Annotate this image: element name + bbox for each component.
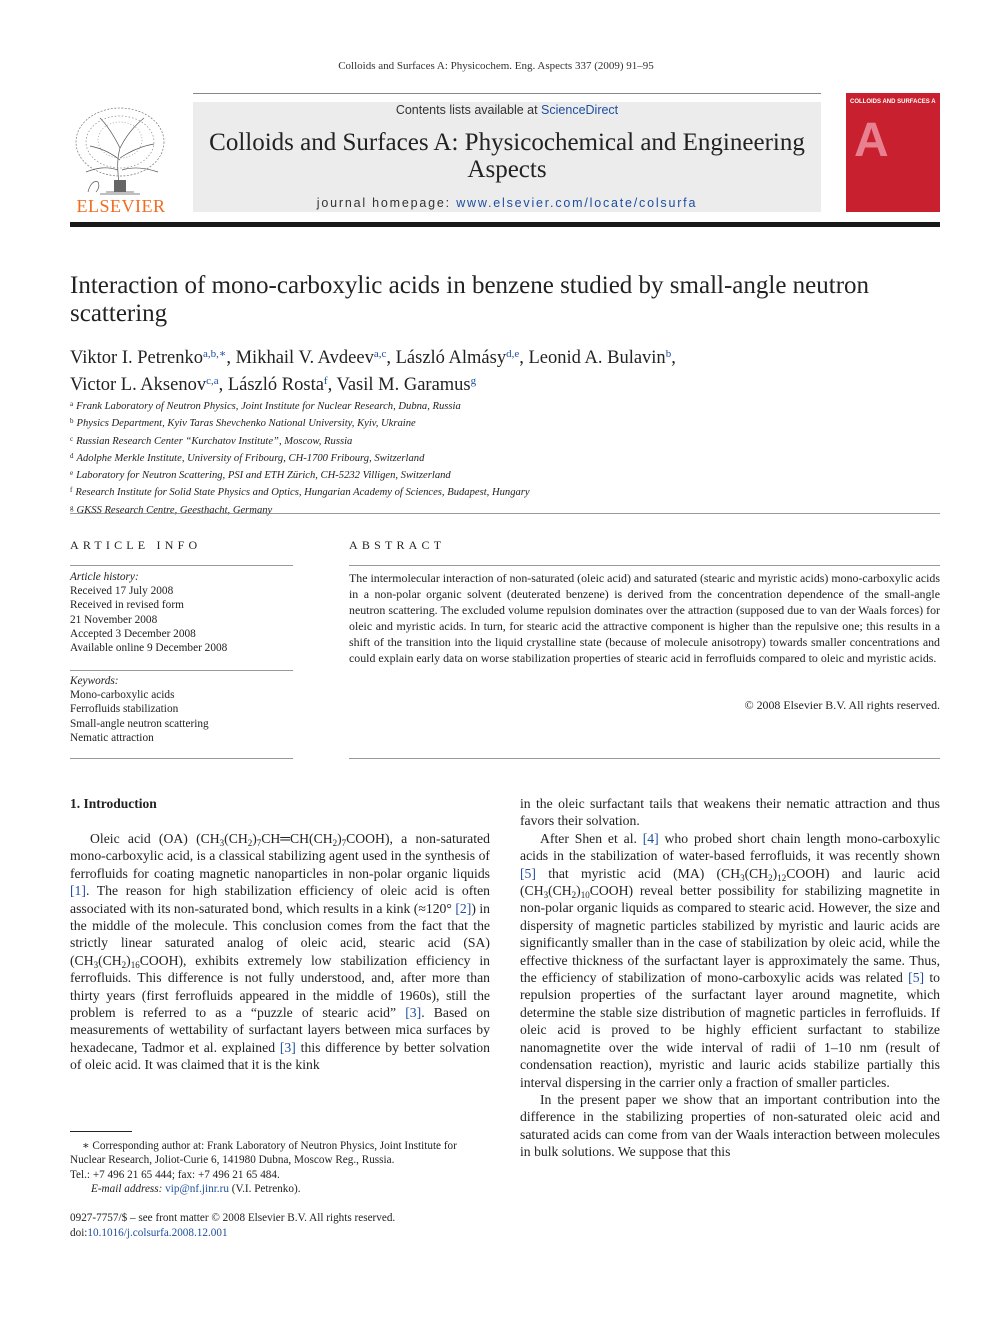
history-item: Received 17 July 2008 — [70, 585, 174, 598]
author-name: Mikhail V. Avdeev — [235, 348, 374, 368]
elsevier-wordmark: ELSEVIER — [76, 196, 166, 216]
text-run: ) — [337, 831, 342, 846]
reference-link[interactable]: [1] — [70, 883, 86, 899]
subscript: 3 — [219, 838, 225, 848]
author-separator: , — [519, 348, 529, 368]
text-run: to repulsion properties of the surfactant layer around magnetite, which determine the stable size distribution of magnetic particles in ferrofluids. If oleic acid is proved to be highly efficient surfactant to stabilize nanomagnetite over the wide interval of radii of 1–10 nm (result of condensation reaction), myristic and lauric acids stabilize partially this interval dispersing in the carrier only a fraction of smaller particles. — [520, 970, 940, 1090]
affiliation-text: Adolphe Merkle Institute, University of Fribourg, CH-1700 Fribourg, Switzerland — [76, 452, 425, 464]
author-separator: , — [386, 348, 396, 368]
text-run: (CH — [224, 831, 248, 846]
footnote-phone: Tel.: +7 496 21 65 444; fax: +7 496 21 65 484. — [70, 1168, 280, 1181]
divider — [349, 565, 940, 566]
email-label: E-mail address: — [91, 1183, 163, 1196]
text-run: ) — [126, 952, 131, 968]
text-run: Oleic acid (OA) (CH — [90, 831, 220, 846]
text-run: COOH), exhibits extremely low stabilization efficiency in ferrofluids. This difference is not fully understood, and, after more than thirty years (first ferrofluids appeared in the middle of 1960s), still the problem is referred to as a “puzzle of stearic acid” — [70, 952, 490, 1021]
affiliation — [70, 483, 940, 500]
doi-prefix: doi: — [70, 1227, 88, 1240]
front-matter-notes — [70, 1211, 520, 1241]
subscript: 3 — [740, 872, 745, 883]
subscript: 2 — [768, 872, 773, 883]
text-run: who probed short chain length mono-carboxylic acids in the stabilization of water-based ferrofluids, it was recently shown — [520, 830, 940, 864]
sciencedirect-link[interactable]: ScienceDirect — [541, 103, 619, 117]
keyword: Mono-carboxylic acids — [70, 689, 175, 702]
text-run: ) — [576, 883, 581, 899]
author-name: László Rosta — [227, 375, 324, 395]
history-item: 21 November 2008 — [70, 613, 158, 626]
affiliation — [70, 449, 940, 466]
abstract-copyright: © 2008 Elsevier B.V. All rights reserved. — [744, 698, 940, 712]
author-affiliation-marker[interactable]: f — [323, 375, 328, 387]
affiliation-text: GKSS Research Centre, Geesthacht, Germany — [76, 504, 273, 516]
text-run: CH═CH(CH — [261, 831, 333, 846]
body-column-right — [520, 795, 940, 1161]
body-column-left — [70, 830, 490, 1074]
affiliation-key: g — [70, 503, 74, 512]
author-separator: , — [218, 375, 228, 395]
subscript: 3 — [93, 959, 99, 970]
author-affiliation-marker[interactable]: d,e — [506, 348, 520, 360]
article-info-heading: ARTICLE INFO — [70, 538, 202, 552]
keywords — [70, 674, 293, 745]
affiliation-key: c — [70, 434, 74, 443]
author-separator: , — [671, 348, 676, 368]
masthead-top-rule — [193, 93, 821, 94]
email-suffix: (V.I. Petrenko). — [228, 1183, 301, 1196]
subscript: 3 — [543, 890, 549, 901]
affiliation — [70, 432, 940, 449]
divider — [70, 758, 293, 759]
text-run: ) in the middle of the molecule. This conclusion comes from the fact that the strictly linear saturated analog of oleic acid, stearic acid (SA) (CH — [70, 900, 490, 968]
subscript: 7 — [341, 838, 347, 848]
affiliation — [70, 414, 940, 431]
affiliation-key: f — [70, 486, 73, 495]
affiliation — [70, 466, 940, 483]
homepage-label: journal homepage: — [316, 196, 457, 210]
journal-title: Colloids and Surfaces A: Physicochemical and Engineering Aspects — [209, 129, 805, 183]
issn-line: 0927-7757/$ – see front matter © 2008 Elsevier B.V. All rights reserved. — [70, 1212, 396, 1224]
affiliation-text: Russian Research Center “Kurchatov Institute”, Moscow, Russia — [76, 435, 353, 447]
keyword: Small-angle neutron scattering — [70, 717, 209, 730]
author-affiliation-marker[interactable]: g — [470, 375, 477, 387]
subscript: 2 — [121, 959, 127, 970]
running-head: Colloids and Surfaces A: Physicochem. Eng. Aspects 337 (2009) 91–95 — [338, 60, 654, 72]
text-run: (CH — [744, 865, 769, 881]
author-affiliation-marker[interactable]: c,a — [206, 375, 219, 387]
paragraph: In the present paper we show that an important contribution into the difference in the stabilizing properties of non-saturated oleic acid and saturated acids can come from van der Waals interaction between molecules in bulk solutions. We suppose that this — [520, 1091, 940, 1160]
text-run: COOH) reveal better possibility for stabilizing magnetite in non-polar organic liquids as compared to stearic acid. However, the size and dispersity of magnetic particles stabilized by myristic and lauric acids are significantly smaller than in the case of stabilization by oleic acid, while the effective thickness of the surfactant layer is approximately the same. Thus, the efficiency of stabilization of mono-carboxylic acids was related — [520, 883, 940, 986]
homepage-link[interactable]: www.elsevier.com/locate/colsurfa — [456, 196, 698, 210]
affiliation-list — [70, 397, 940, 518]
text-run: (CH — [548, 883, 572, 899]
author-separator: , — [327, 375, 337, 395]
subscript: 16 — [130, 959, 140, 970]
text-run: . The reason for high stabilization efficiency of oleic acid is often associated with its non-saturated bond, which results in a kink (≈120° — [70, 883, 490, 916]
doi-link[interactable]: 10.1016/j.colsurfa.2008.12.001 — [87, 1227, 228, 1240]
paragraph — [520, 830, 940, 1091]
divider — [349, 758, 940, 759]
affiliation-text: Frank Laboratory of Neutron Physics, Joint Institute for Nuclear Research, Dubna, Russia — [76, 401, 461, 412]
affiliation-key: d — [70, 451, 74, 460]
text-run: COOH) and lauric acid (CH — [520, 865, 940, 899]
header-rule — [70, 222, 940, 227]
history-item: Received in revised form — [70, 599, 184, 612]
author-name: László Almásy — [395, 348, 507, 368]
corresponding-author-footnote — [70, 1139, 490, 1197]
history-item: Available online 9 December 2008 — [70, 642, 228, 655]
footnote-address: ∗ Corresponding author at: Frank Laboratory of Neutron Physics, Joint Institute for Nuclear Research, Joliot-Curie 6, 141980 Dubna, Moscow Reg., Russia. — [70, 1140, 457, 1167]
affiliation-key: e — [70, 469, 74, 478]
text-run: . Based on measurements of wettability of surfactant layers between mica surfaces by hexadecane, Tadmor et al. explained — [70, 1005, 490, 1055]
author-affiliation-marker[interactable]: a,b,∗ — [203, 348, 227, 360]
subscript: 12 — [777, 872, 787, 883]
text-run: ) — [772, 865, 778, 881]
author-name: Victor L. Aksenov — [70, 375, 207, 395]
history-item: Accepted 3 December 2008 — [70, 627, 196, 640]
divider — [70, 565, 293, 566]
reference-link[interactable]: [5] — [908, 970, 925, 986]
divider — [70, 513, 940, 514]
text-run: (CH — [98, 952, 122, 968]
subscript: 2 — [332, 838, 338, 848]
reference-link[interactable]: [4] — [642, 830, 659, 846]
affiliation-text: Laboratory for Neutron Scattering, PSI and ETH Zürich, CH-5232 Villigen, Switzerland — [76, 470, 451, 482]
author-affiliation-marker[interactable]: b — [665, 348, 672, 360]
cover-letter: A — [854, 114, 889, 167]
text-run: After Shen et al. — [540, 830, 643, 846]
text-run: this difference by better solvation of oleic acid. It was claimed that it is the kink — [70, 1039, 490, 1073]
contents-line — [193, 103, 821, 117]
affiliation-text: Research Institute for Solid State Physics and Optics, Hungarian Academy of Sciences, Budapest, Hungary — [75, 487, 530, 499]
affiliation-key: b — [70, 417, 74, 426]
email-link[interactable]: vip@nf.jinr.ru — [165, 1183, 229, 1196]
subscript: 2 — [247, 838, 253, 848]
journal-homepage-line — [193, 196, 821, 210]
article-history — [70, 570, 293, 655]
reference-link[interactable]: [5] — [520, 865, 536, 881]
abstract-heading: ABSTRACT — [349, 538, 446, 552]
keyword: Ferrofluids stabilization — [70, 703, 179, 716]
subscript: 2 — [571, 890, 577, 901]
reference-link[interactable]: [3] — [405, 1005, 422, 1021]
section-heading-introduction: 1. Introduction — [70, 796, 157, 811]
author-name: Leonid A. Bulavin — [528, 348, 666, 368]
author-affiliation-marker[interactable]: a,c — [373, 348, 387, 360]
author-list — [70, 343, 940, 397]
reference-link[interactable]: [3] — [279, 1039, 296, 1055]
paragraph — [70, 830, 490, 1074]
contents-prefix: Contents lists available at — [395, 103, 542, 117]
author-separator: , — [226, 348, 236, 368]
author-name: Viktor I. Petrenko — [70, 348, 203, 368]
subscript: 10 — [580, 890, 590, 901]
history-label: Article history: — [70, 571, 139, 583]
abstract-text: The intermolecular interaction of non-saturated (oleic acid) and saturated (stearic and myristic acids) mono-carboxylic acids in a non-polar organic solvent (deuterated benzene) is derived from the concentration dependence of the small-angle neutron scattering. The excluded volume repulsion dominates over the attraction (supposed due to van der Waals forces) for oleic and myristic acids. In turn, for stearic acid the attractive component is higher than the repulsive one; this results in a shift of the transition into the liquid crystalline state (because of molecule anisotropy) towards smaller concentrations and could explain early data on worse stabilization properties of stearic acid in ferrofluids compared to oleic and myristic acids. — [349, 571, 940, 665]
text-run: COOH), a non-saturated mono-carboxylic acid, is a classical stabilizing agent used in the synthesis of ferrofluids for coating magnetic nanoparticles in non-polar organic liquids — [70, 831, 490, 881]
journal-cover-thumbnail — [846, 93, 940, 212]
article-title: Interaction of mono-carboxylic acids in benzene studied by small-angle neutron scattering — [70, 272, 870, 327]
text-run: that myristic acid (MA) (CH — [535, 865, 741, 881]
keyword: Nematic attraction — [70, 731, 154, 744]
cover-title: COLLOIDS AND SURFACES A — [850, 99, 936, 105]
reference-link[interactable]: [2] — [455, 900, 472, 916]
affiliation — [70, 501, 940, 518]
subscript: 7 — [256, 838, 262, 848]
affiliation-text: Physics Department, Kyiv Taras Shevchenko National University, Kyiv, Ukraine — [76, 418, 416, 430]
divider — [70, 670, 293, 671]
affiliation-key: a — [70, 400, 74, 408]
text-run: ) — [252, 831, 257, 846]
paragraph: in the oleic surfactant tails that weakens their nematic attraction and thus favors their solvation. — [520, 796, 940, 829]
footnote-rule — [70, 1131, 132, 1132]
affiliation — [70, 397, 940, 414]
author-name: Vasil M. Garamus — [336, 375, 471, 395]
keywords-label: Keywords: — [70, 675, 119, 687]
